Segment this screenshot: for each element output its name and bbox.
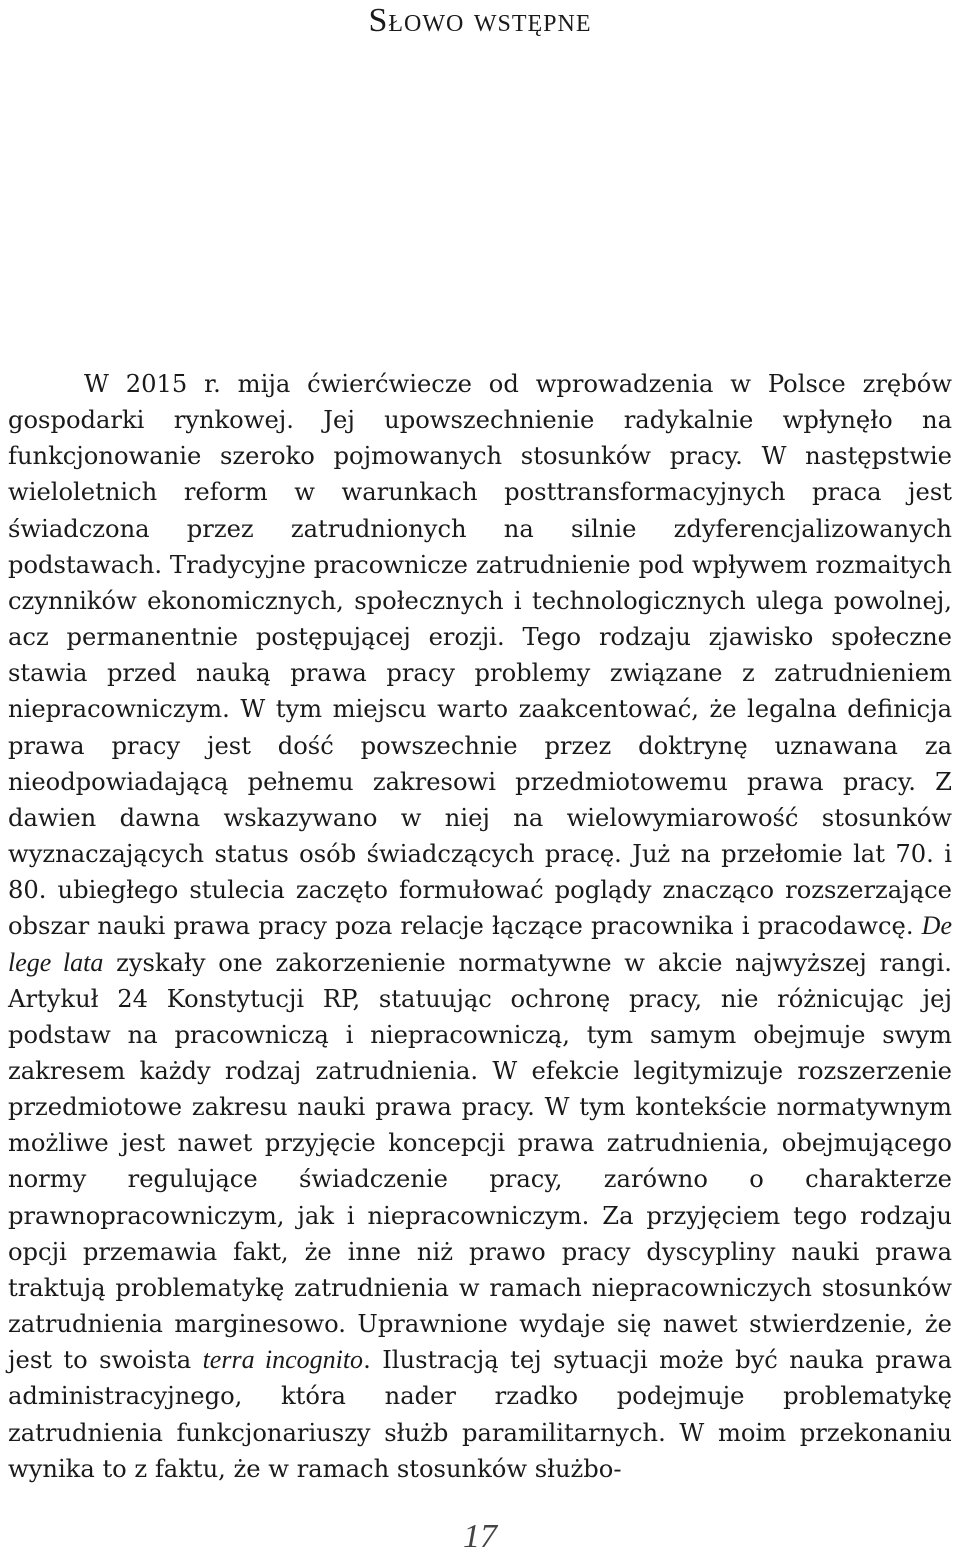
italic-phrase-terra-incognito: terra incognito xyxy=(202,1345,364,1375)
body-paragraph xyxy=(8,366,952,1487)
paragraph-text-part-1: W 2015 r. mija ćwierćwiecze od wprowadzenia w Polsce zrębów gospodarki rynkowej. Jej upowszechnienie radykalnie wpłynęło na funkcjonowanie szeroko pojmowanych stosunków pracy. W następstwie wieloletnich reform w warunkach posttransformacyjnych praca jest świadczona przez zatrudnionych na silnie zdyferencjalizowanych podstawach. Tradycyjne pracownicze zatrudnienie pod wpływem rozmaitych czynników ekonomicznych, społecznych i technologicznych ulega powolnej, acz permanentnie postępującej erozji. Tego rodzaju zjawisko społeczne stawia przed nauką prawa pracy problemy związane z zatrudnieniem niepracowniczym. W tym miejscu warto zaakcentować, że legalna definicja prawa pracy jest dość powszechnie przez doktrynę uznawana za nieodpowiadającą pełnemu zakresowi przedmiotowemu prawa pracy. Z dawien dawna wskazywano w niej na wielowymiarowość stosunków wyznaczających status osób świadczących pracę. Już na przełomie lat 70. i 80. ubiegłego stulecia zaczęto formułować poglądy znacząco rozszerzające obszar nauki prawa pracy poza relacje łączące pracownika i pracodawcę. xyxy=(8,370,952,941)
paragraph-text-part-2: zyskały one zakorzenienie normatywne w akcie najwyższej rangi. Artykuł 24 Konstytucji RP, statuując ochronę pracy, nie różnicując jej podstaw na pracowniczą i niepracowniczą, tym samym obejmuje swym zakresem każdy rodzaj zatrudnienia. W efekcie legitymizuje rozszerzenie przedmiotowe zakresu nauki prawa pracy. W tym kontekście normatywnym możliwe jest nawet przyjęcie koncepcji prawa zatrudnienia, obejmującego normy regulujące świadczenie pracy, zarówno o charakterze prawnopracowniczym, jak i niepracowniczym. Za przyjęciem tego rodzaju opcji przemawia fakt, że inne niż prawo pracy dyscypliny nauki prawa traktują problematykę zatrudnienia w ramach niepracowniczych stosunków zatrudnienia marginesowo. Uprawnione wydaje się nawet stwierdzenie, że jest to swoista xyxy=(8,948,952,1375)
page-number: 17 xyxy=(463,1518,497,1555)
italic-phrase-de-lege-lata: De lege lata xyxy=(8,911,952,977)
chapter-title: Słowo wstępne xyxy=(368,2,592,39)
paragraph-text-part-3: . Ilustracją tej sytuacji może być nauka prawa administracyjnego, która nader rzadko podejmuje problematykę zatrudnienia funkcjonariuszy służb paramilitarnych. W moim przekonaniu wynika to z faktu, że w ramach stosunków służbo- xyxy=(8,1346,953,1483)
